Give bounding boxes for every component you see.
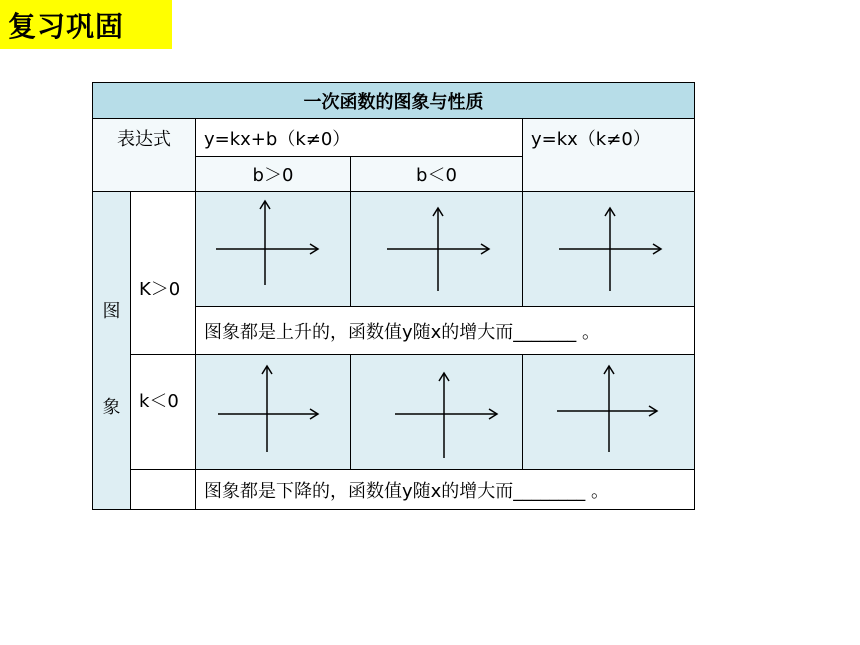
coordinate-axes-icon bbox=[523, 355, 695, 469]
page-title: 复习巩固 bbox=[0, 0, 172, 49]
axes-k-neg-b-pos bbox=[196, 355, 351, 470]
expr-general: y=kx+b（k≠0） bbox=[196, 119, 523, 157]
axes-k-pos-direct bbox=[523, 192, 695, 307]
graph-label-char-2: 象 bbox=[102, 397, 121, 418]
coordinate-axes-icon bbox=[523, 192, 695, 306]
k-positive-label: K＞0 bbox=[131, 192, 196, 355]
function-properties-table bbox=[92, 82, 695, 510]
axes-k-neg-direct bbox=[523, 355, 695, 470]
desc-decreasing: 图象都是下降的，函数值y随x的增大而________ 。 bbox=[196, 470, 695, 510]
graph-label-char-1: 图 bbox=[102, 301, 121, 322]
graph-label bbox=[93, 192, 131, 510]
desc-increasing: 图象都是上升的，函数值y随x的增大而_______ 。 bbox=[196, 307, 695, 355]
coordinate-axes-icon bbox=[196, 192, 351, 306]
k-negative-spacer bbox=[131, 470, 196, 510]
axes-k-pos-b-neg bbox=[351, 192, 523, 307]
axes-k-neg-b-neg bbox=[351, 355, 523, 470]
expr-label: 表达式 bbox=[93, 119, 196, 192]
b-negative-label: b＜0 bbox=[351, 157, 523, 192]
expr-direct: y=kx（k≠0） bbox=[523, 119, 695, 192]
axes-k-pos-b-pos bbox=[196, 192, 351, 307]
coordinate-axes-icon bbox=[351, 355, 523, 469]
table-header: 一次函数的图象与性质 bbox=[93, 83, 695, 119]
k-negative-label: k＜0 bbox=[131, 355, 196, 470]
coordinate-axes-icon bbox=[351, 192, 523, 306]
coordinate-axes-icon bbox=[196, 355, 351, 469]
b-positive-label: b＞0 bbox=[196, 157, 351, 192]
